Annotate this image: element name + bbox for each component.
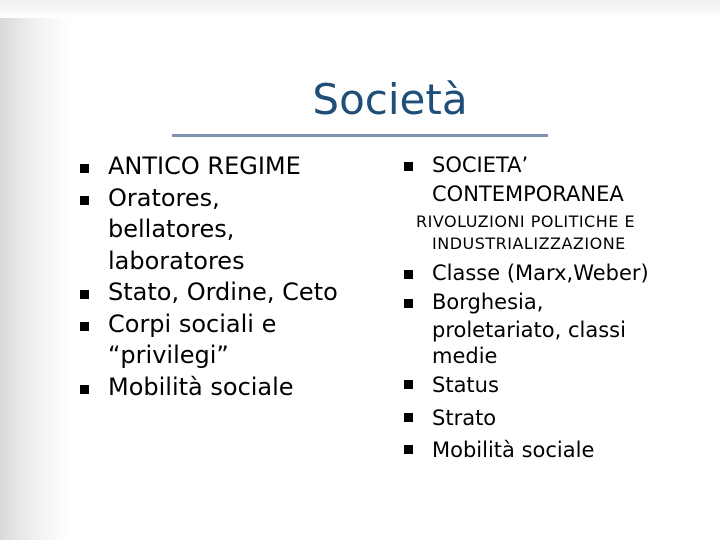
list-item-text: proletariato, classi bbox=[432, 318, 626, 342]
list-heading-text: CONTEMPORANEA bbox=[432, 182, 624, 206]
list-item bbox=[404, 288, 704, 369]
square-bullet-icon bbox=[404, 380, 413, 389]
list-item-text: Mobilità sociale bbox=[108, 372, 294, 401]
list-item bbox=[404, 434, 704, 466]
list-item-text: Strato bbox=[432, 406, 497, 430]
square-bullet-icon bbox=[404, 270, 413, 279]
square-bullet-icon bbox=[80, 164, 89, 173]
list-item bbox=[80, 372, 380, 404]
square-bullet-icon bbox=[80, 290, 89, 299]
list-item-text: Mobilità sociale bbox=[432, 438, 595, 462]
list-item-text: Corpi sociali e bbox=[108, 309, 277, 338]
list-item-text: bellatores, bbox=[108, 215, 235, 243]
list-item-text: ANTICO REGIME bbox=[108, 152, 301, 180]
square-bullet-icon bbox=[80, 385, 89, 394]
list-subheading bbox=[404, 211, 704, 255]
square-bullet-icon bbox=[404, 162, 413, 171]
square-bullet-icon bbox=[404, 445, 413, 454]
square-bullet-icon bbox=[80, 196, 89, 205]
antico-regime-list bbox=[80, 151, 380, 403]
list-item bbox=[404, 402, 704, 434]
list-item-text: Status bbox=[432, 373, 499, 397]
list-item-text: Oratores, bbox=[108, 183, 220, 212]
list-item-text: Classe (Marx,Weber) bbox=[432, 261, 649, 285]
list-item-text: laboratores bbox=[108, 246, 245, 275]
list-heading-item bbox=[404, 151, 704, 209]
square-bullet-icon bbox=[404, 413, 413, 422]
list-item-text: Borghesia, bbox=[432, 290, 544, 314]
list-item bbox=[404, 369, 704, 402]
square-bullet-icon bbox=[80, 322, 89, 331]
list-item-text: Stato, Ordine, Ceto bbox=[108, 278, 338, 306]
list-item bbox=[80, 277, 380, 309]
slide-title: Società bbox=[312, 75, 468, 124]
list-item bbox=[80, 309, 380, 372]
list-item-text: medie bbox=[432, 344, 498, 368]
title-underline bbox=[172, 134, 548, 137]
societa-contemporanea-list bbox=[404, 151, 704, 466]
list-subheading-text: INDUSTRIALIZZAZIONE bbox=[432, 234, 626, 253]
list-heading-text: SOCIETA’ bbox=[432, 153, 529, 177]
list-item bbox=[80, 151, 380, 183]
list-subheading-text: RIVOLUZIONI POLITICHE E bbox=[416, 212, 636, 231]
list-item-text: “privilegi” bbox=[108, 341, 229, 369]
square-bullet-icon bbox=[404, 299, 413, 308]
list-item bbox=[404, 259, 704, 288]
list-item bbox=[80, 183, 380, 278]
background-top-band bbox=[0, 0, 720, 18]
